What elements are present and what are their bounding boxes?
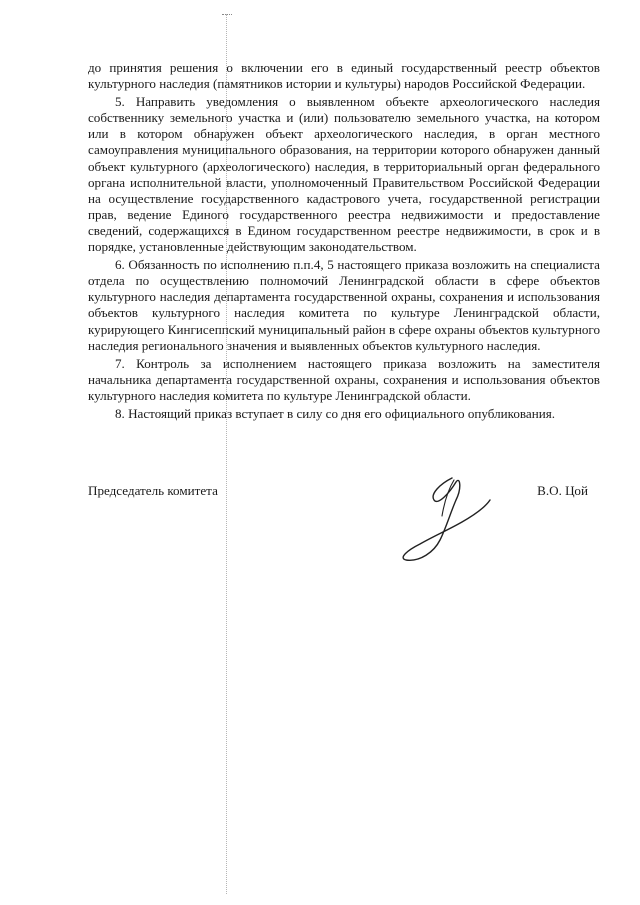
- document-body: [88, 60, 600, 424]
- paragraph-7: 7. Контроль за исполнением настоящего приказа возложить на заместителя начальника департамента государственной охраны, сохранения и использования объектов культурного наследия комитета по культуре Ленинградской области.: [88, 355, 600, 403]
- handwritten-signature: [390, 470, 500, 570]
- paragraph-6: 6. Обязанность по исполнению п.п.4, 5 настоящего приказа возложить на специалиста отдела по осуществлению полномочий Ленинградской области в сфере объектов культурного наследия департамента государственной охраны, сохранения и использования объектов культурного наследия комитета по культуре Ленинградской области, курирующего Кингисеппский муниципальный район в сфере охраны объектов культурного наследия регионального значения и выявленных объектов культурного наследия.: [88, 257, 600, 353]
- signatory-role: Председатель комитета: [88, 483, 218, 498]
- signatory-name: В.О. Цой: [537, 483, 588, 498]
- signature-block: [88, 483, 600, 503]
- fold-mark: [222, 14, 232, 15]
- paragraph-8: 8. Настоящий приказ вступает в силу со дня его официального опубликования.: [115, 405, 556, 421]
- paragraph-continuation: до принятия решения о включении его в единый государственный реестр объектов культурного наследия (памятников истории и культуры) народов Российской Федерации.: [88, 60, 600, 92]
- paragraph-5: 5. Направить уведомления о выявленном объекте археологического наследия собственнику земельного участка и (или) пользователю земельного участка, на котором или в котором обнаружен объект археологического наследия, в орган местного самоуправления муниципального образования, на территории которого обнаружен данный объект культурного (археологического) наследия, в территориальный орган федерального органа исполнительной власти, уполномоченный Правительством Российской Федерации на осуществление государственного кадастрового учета, государственной регистрации прав, ведение Единого государственного реестра недвижимости и предоставление сведений, содержащихся в Едином государственном реестре недвижимости, в срок и в порядке, установленные действующим законодательством.: [88, 94, 600, 255]
